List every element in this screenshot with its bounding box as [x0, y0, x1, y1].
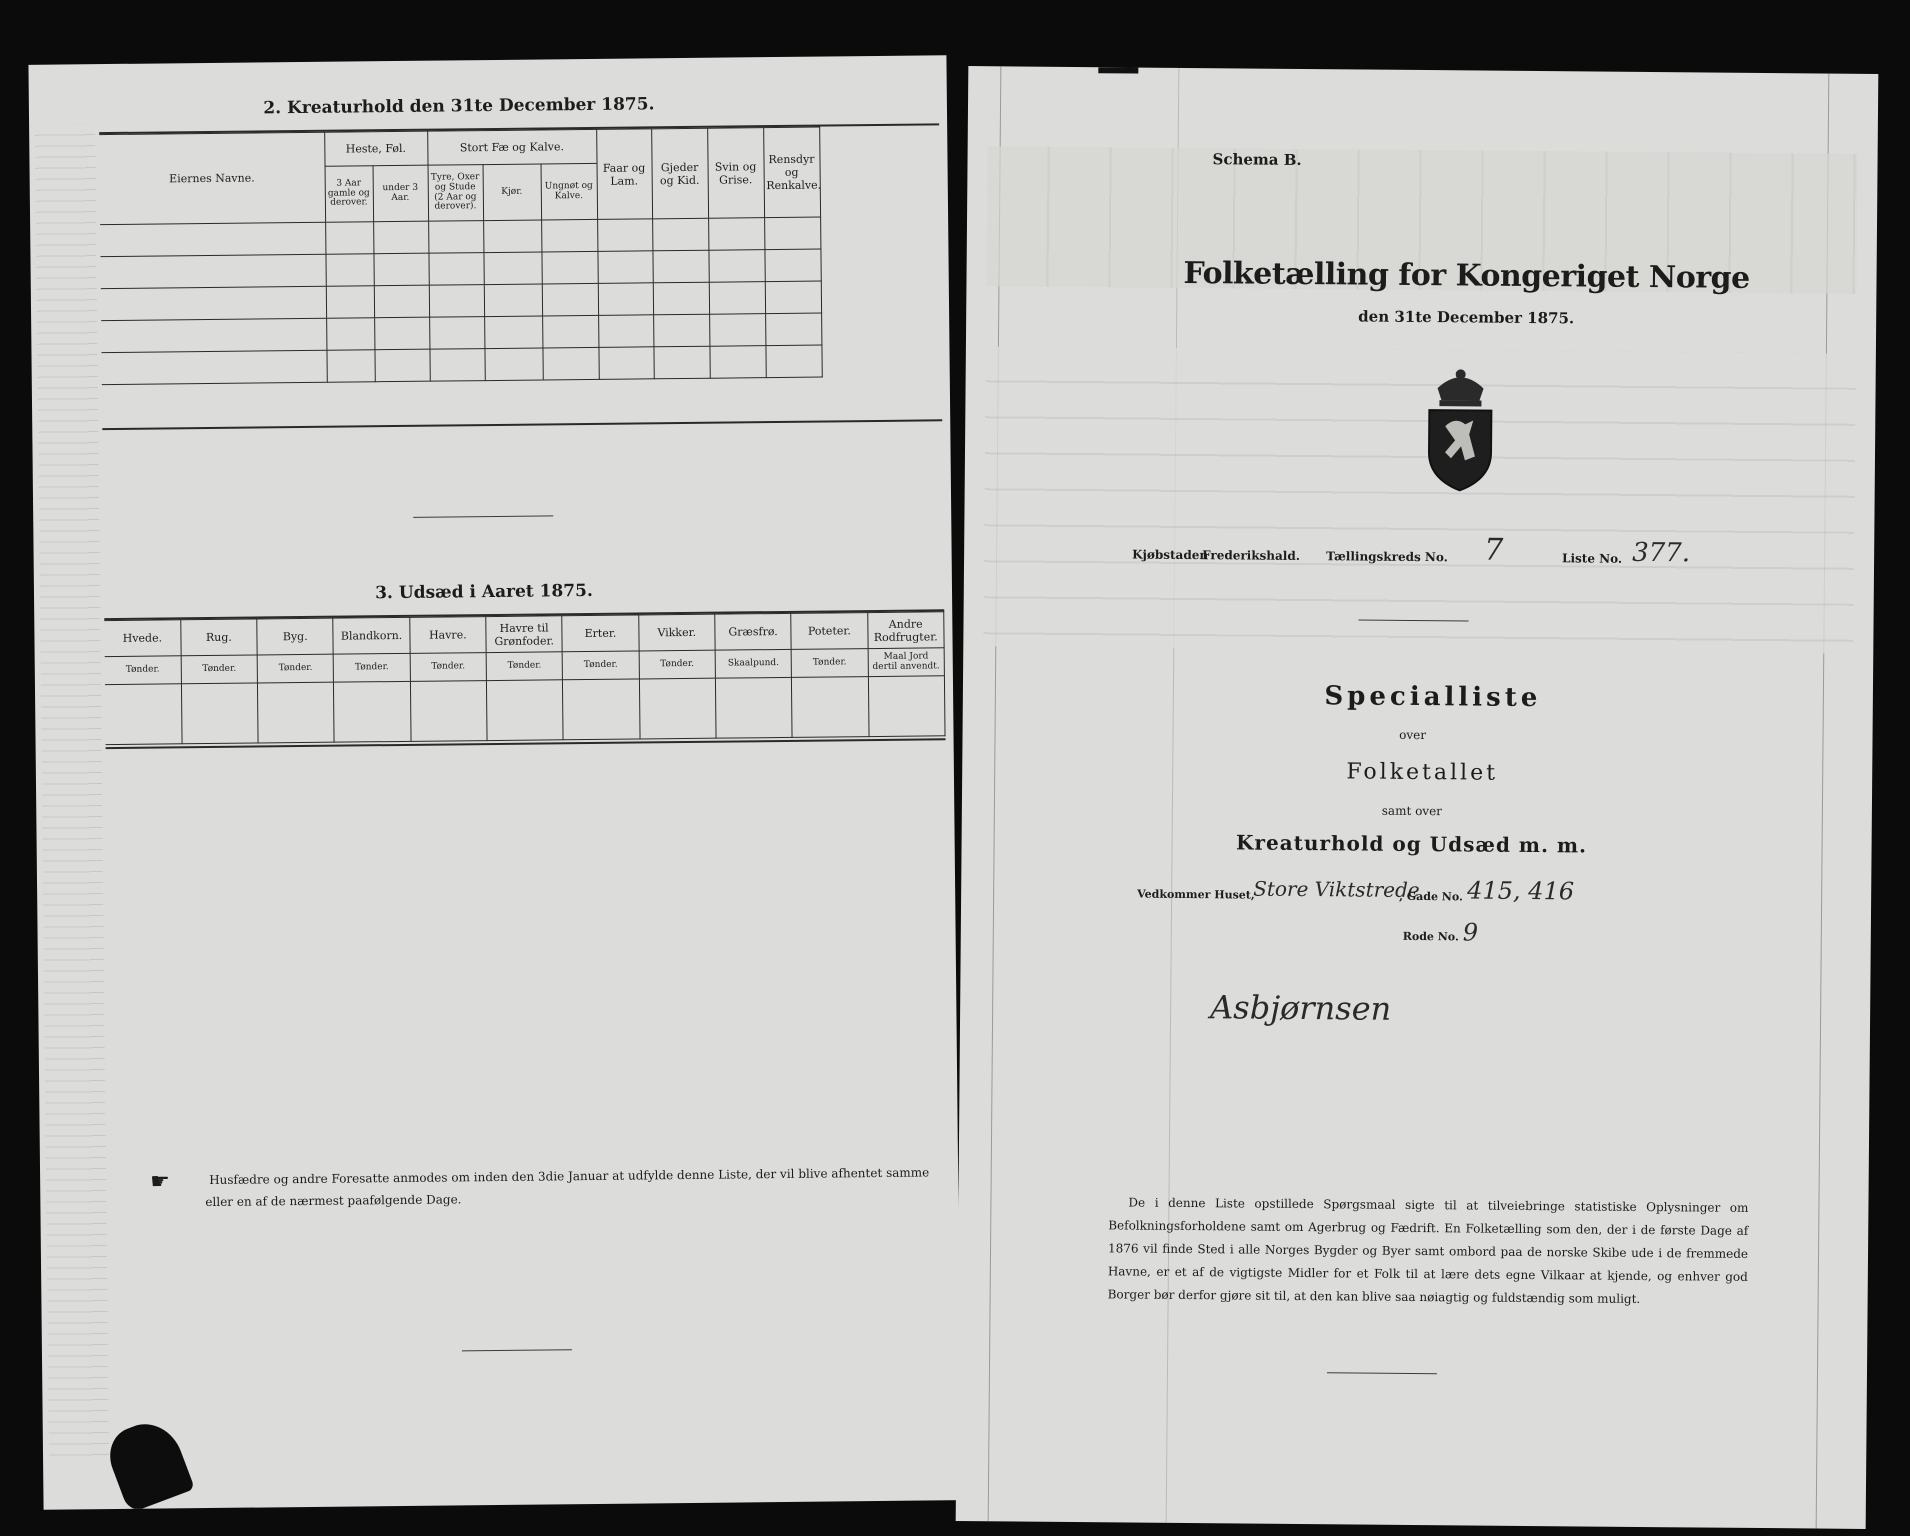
sowing-col-unit: Tønder.	[639, 650, 716, 679]
huset-label: Vedkommer Huset,	[1137, 887, 1255, 902]
thumb-shadow	[101, 1414, 195, 1510]
kreds-label: Tællingskreds No.	[1326, 549, 1448, 565]
gjeder-header: Gjeder og Kid.	[651, 128, 708, 219]
sowing-col-name: Havre til Grønfoder.	[486, 616, 563, 653]
sowing-col-name: Blandkorn.	[333, 617, 410, 654]
sowing-col-name: Andre Rodfrugter.	[867, 612, 944, 649]
heste-3aar-header: 3 Aar gamle og derover.	[325, 166, 374, 222]
samt-over-label: samt over	[1381, 803, 1443, 819]
liste-label: Liste No.	[1562, 551, 1623, 566]
rode-label: Rode No.	[1402, 929, 1459, 944]
sowing-col-unit: Tønder.	[563, 651, 640, 680]
liste-value: 377.	[1632, 537, 1691, 569]
sowing-col-unit: Tønder.	[181, 655, 258, 684]
specialliste-heading: Specialliste	[1324, 681, 1542, 714]
sowing-col-cell	[181, 683, 258, 744]
sowing-col-unit: Tønder.	[257, 654, 334, 683]
kjobstaden-value: Frederikshald.	[1202, 548, 1301, 563]
heste-under3-header: under 3 Aar.	[373, 165, 429, 222]
sowing-col-name: Byg.	[257, 618, 334, 655]
heste-group-header: Heste, Føl.	[324, 131, 427, 166]
sowing-col-name: Vikker.	[638, 614, 715, 651]
kjobstaden-label: Kjøbstaden	[1132, 547, 1209, 563]
sowing-col-unit: Tønder.	[486, 652, 563, 681]
section3-title: 3. Udsæd i Aaret 1875.	[375, 580, 593, 604]
owner-column-header: Eiernes Navne.	[99, 132, 325, 224]
sowing-col-name: Havre.	[410, 617, 487, 654]
section2-bottom-rule	[102, 419, 942, 430]
left-page	[28, 55, 961, 1510]
signature: Asbjørnsen	[1209, 988, 1392, 1028]
sowing-col-name: Erter.	[562, 615, 639, 652]
notice-text: Husfædre og andre Foresatte anmodes om inden den 3die Januar at udfylde denne Liste, der vil blive afhentet samme eller en af de nærmest paafølgende Dage.	[205, 1165, 930, 1210]
sowing-col-cell	[410, 681, 487, 742]
sowing-table	[104, 611, 945, 745]
right-page	[956, 66, 1879, 1529]
stortfae-group-header: Stort Fæ og Kalve.	[427, 129, 596, 165]
rensdyr-header: Rensdyr og Renkalve.	[763, 127, 820, 218]
pointing-hand-icon: ☛	[150, 1169, 171, 1195]
coat-of-arms-icon	[1415, 360, 1506, 496]
sowing-col-cell	[563, 679, 640, 740]
kjor-header: Kjør.	[483, 164, 542, 221]
gade-label: , Gade No.	[1399, 889, 1463, 904]
sowing-col-cell	[105, 684, 182, 745]
sowing-col-cell	[334, 681, 411, 742]
sowing-col-unit: Maal Jord dertil anvendt.	[868, 648, 945, 677]
sowing-col-unit: Tønder.	[334, 653, 411, 682]
kreds-value: 7	[1484, 532, 1504, 568]
divider-right-2	[1327, 1372, 1437, 1374]
sowing-col-name: Græsfrø.	[715, 613, 792, 650]
tyre-header: Tyre, Oxer og Stude (2 Aar og derover).	[428, 165, 484, 222]
rode-value: 9	[1462, 918, 1479, 947]
sowing-col-name: Poteter.	[791, 613, 868, 650]
svin-header: Svin og Grise.	[707, 128, 764, 219]
faar-header: Faar og Lam.	[596, 129, 652, 220]
sowing-col-unit: Skaalpund.	[715, 649, 792, 678]
sowing-col-name: Rug.	[181, 619, 258, 656]
sowing-col-cell	[868, 676, 945, 737]
huset-value: Store Viktstrede	[1253, 876, 1420, 903]
sowing-col-unit: Tønder.	[791, 649, 868, 678]
sowing-col-cell	[486, 680, 563, 741]
sowing-col-name: Hvede.	[104, 620, 181, 657]
sowing-col-unit: Tønder.	[105, 656, 182, 685]
livestock-table	[99, 125, 942, 385]
sowing-col-cell	[258, 682, 335, 743]
sowing-col-cell	[715, 677, 792, 738]
sowing-col-cell	[639, 678, 716, 739]
divider-short-1	[413, 515, 553, 517]
bleed-through-left-margin	[35, 124, 109, 1465]
gade-value: 415, 416	[1467, 876, 1575, 906]
over-label-1: over	[1399, 727, 1427, 743]
divider-short-2	[462, 1349, 572, 1351]
sowing-col-unit: Tønder.	[410, 653, 487, 682]
document-title: Folketælling for Kongeriget Norge	[1183, 255, 1750, 296]
folketallet-heading: Folketallet	[1346, 759, 1499, 786]
section2-title: 2. Kreaturhold den 31te December 1875.	[263, 94, 655, 119]
schema-label: Schema B.	[1212, 150, 1302, 169]
sowing-col-cell	[792, 677, 869, 738]
document-subtitle: den 31te December 1875.	[1358, 307, 1575, 328]
explanatory-paragraph: De i denne Liste opstillede Spørgsmaal sigte til at tilveiebringe statistiske Oplysninger om Befolkningsforholdene samt om Agerbrug og Fædrift. En Folketælling som den, der i de første Dage af 1876 vil finde Sted i alle Norges Bygder og Byer samt ombord paa de norske Skibe ude i de fremmede Havne, er et af de vigtigste Midler for et Folk til at lære dets egne Vilkaar at kjende, og enhver god Borger bør derfor gjøre sit til, at den kan blive saa nøiagtig og fuldstændig som muligt.	[1107, 1195, 1749, 1306]
kreaturhold-heading: Kreaturhold og Udsæd m. m.	[1235, 830, 1588, 858]
ungnot-header: Ungnøt og Kalve.	[541, 163, 598, 220]
